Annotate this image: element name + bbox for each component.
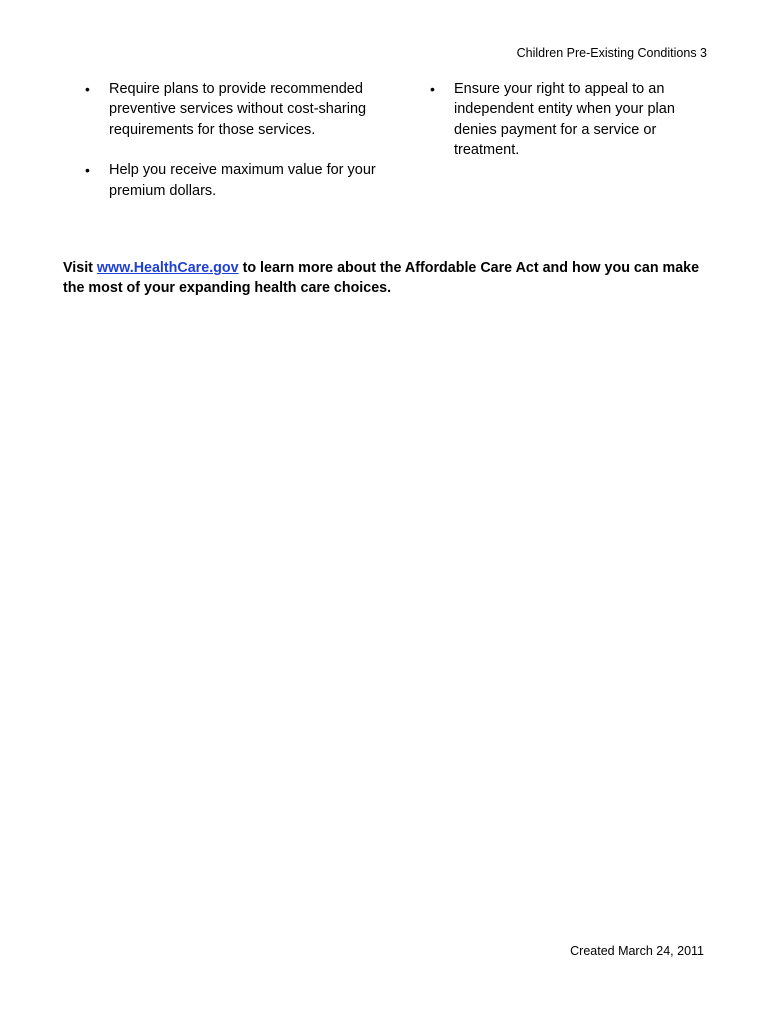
bullet-icon: • [85,81,90,97]
visit-paragraph [63,258,723,298]
bullet-icon: • [85,162,90,179]
visit-prefix: Visit [63,260,97,276]
bullet-item [85,160,385,201]
healthcare-gov-link[interactable]: www.HealthCare.gov [96,260,239,276]
visit-suffix: to learn more about the Affordable Care Act and how you can make the most of your expanding health care choices. [63,260,700,296]
bullet-list-left [85,79,385,221]
running-header: Children Pre-Existing Conditions 3 [516,46,707,60]
bullet-list-right [430,79,720,181]
bullet-text: Help you receive maximum value for your premium dollars. [109,162,376,199]
bullet-item [85,79,385,140]
bullet-text: Ensure your right to appeal to an independent entity when your plan denies payment for a service or treatment. [454,81,675,159]
bullet-text: Require plans to provide recommended preventive services without cost-sharing requirements for those services. [109,81,367,138]
bullet-icon: • [430,81,435,97]
bullet-item [430,79,720,161]
created-date-footer: Created March 24, 2011 [570,944,704,958]
